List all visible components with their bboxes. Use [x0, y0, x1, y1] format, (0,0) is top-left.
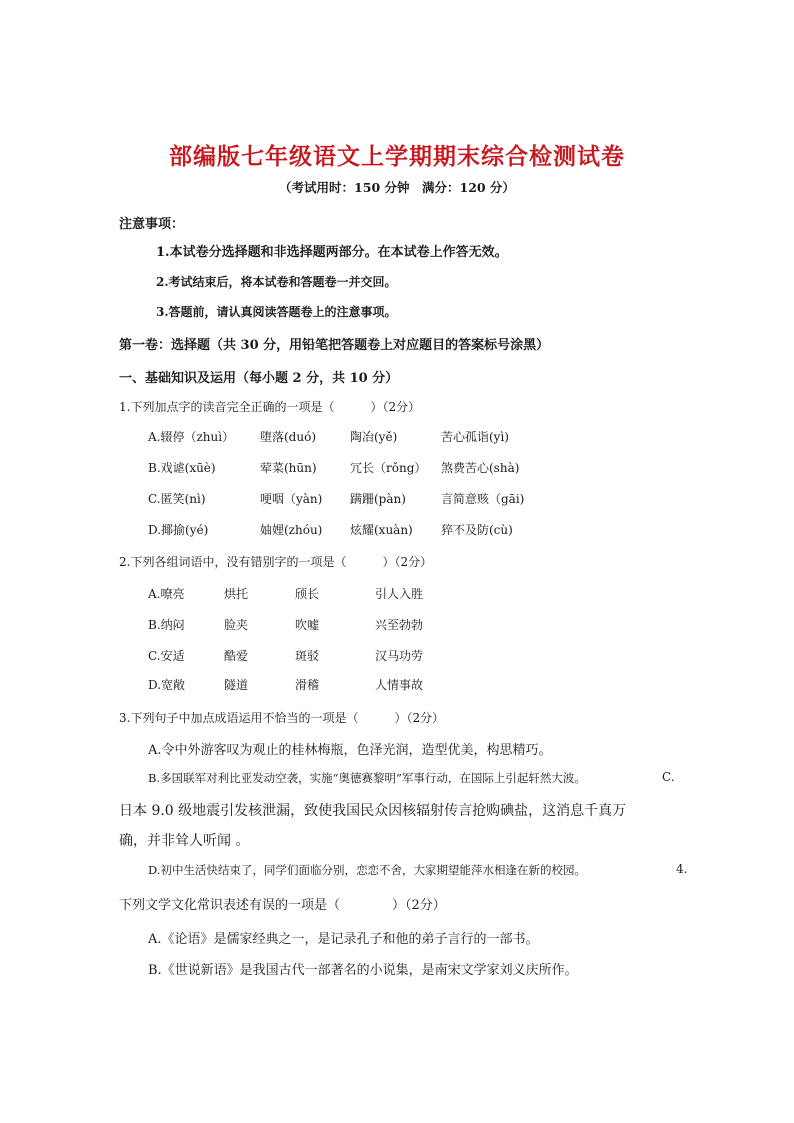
option-cell: 苦心孤诣(yì) — [441, 430, 509, 444]
option-cell: A.辍停（zhuì） — [148, 430, 235, 444]
note-item-3: 3.答题前，请认真阅读答题卷上的注意事项。 — [156, 305, 397, 319]
option-cell: 陶冶(yě) — [350, 430, 398, 444]
option-cell: 堕落(duó) — [260, 430, 316, 444]
option-cell: C.匿笑(nì) — [148, 492, 206, 506]
question-2-stem: 2.下列各组词语中，没有错别字的一项是（ ）（2分） — [119, 555, 433, 569]
option-cell: 滑稽 — [295, 678, 320, 692]
question-3-option-d: D.初中生活快结束了，同学们面临分别，恋恋不舍，大家期望能萍水相逢在新的校园。 — [148, 863, 586, 877]
question-3-option-c-line1: 日本 9.0 级地震引发核泄漏，致使我国民众因核辐射传言抢购碘盐，这消息千真万 — [119, 803, 627, 819]
option-cell: 炫耀(xuàn) — [350, 523, 413, 537]
question-3-option-c-line2: 确，并非耸人听闻 。 — [119, 833, 250, 849]
option-cell: 隧道 — [224, 678, 249, 692]
question-4-option-a: A.《论语》是儒家经典之一，是记录孔子和他的弟子言行的一部书。 — [148, 932, 539, 947]
option-cell: B.纳闷 — [148, 618, 185, 632]
question-1-stem: 1.下列加点字的读音完全正确的一项是（ ）（2分） — [119, 400, 421, 414]
option-cell: 斑驳 — [295, 649, 320, 663]
option-cell: 言简意赅（gāi) — [441, 492, 525, 506]
section-one-heading: 一、基础知识及运用（每小题 2 分，共 10 分） — [119, 371, 399, 386]
option-cell: 烘托 — [224, 587, 249, 601]
question-4-option-b: B.《世说新语》是我国古代一部著名的小说集，是南宋文学家刘义庆所作。 — [148, 963, 578, 978]
option-cell: 汉马功劳 — [375, 649, 424, 663]
option-cell: 人情事故 — [375, 678, 424, 692]
option-cell: 荤菜(hūn) — [260, 461, 317, 475]
option-cell: 妯娌(zhóu) — [260, 523, 323, 537]
option-cell: 兴至勃勃 — [375, 618, 424, 632]
option-cell: B.戏谑(xūè) — [148, 461, 216, 475]
note-item-1: 1.本试卷分选择题和非选择题两部分。在本试卷上作答无效。 — [156, 245, 508, 260]
option-cell: 脸夹 — [224, 618, 249, 632]
option-cell: 酷爱 — [224, 649, 249, 663]
question-4-number: 4. — [676, 862, 688, 876]
option-cell: D.宽敞 — [148, 678, 186, 692]
option-cell: 吹嘘 — [295, 618, 320, 632]
question-3-option-b: B.多国联军对利比亚发动空袭，实施“奥德赛黎明”军事行动，在国际上引起轩然大波。 — [148, 771, 586, 785]
option-cell: A.嘹亮 — [148, 587, 185, 601]
option-cell: C.安适 — [148, 649, 185, 663]
exam-subtitle: （考试用时：150 分钟 满分：120 分） — [279, 180, 515, 195]
option-cell: 颀长 — [295, 587, 320, 601]
option-cell: 煞费苦心(shà) — [441, 461, 520, 475]
exam-title: 部编版七年级语文上学期期末综合检测试卷 — [169, 143, 625, 170]
option-cell: 蹒跚(pàn) — [350, 492, 406, 506]
option-cell: 猝不及防(cù) — [441, 523, 513, 537]
part-one-heading: 第一卷：选择题（共 30 分，用铅笔把答题卷上对应题目的答案标号涂黑） — [119, 338, 550, 353]
question-3-stem: 3.下列句子中加点成语运用不恰当的一项是（ ）（2分） — [119, 711, 445, 725]
option-cell: D.揶揄(yé) — [148, 523, 209, 537]
option-cell: 引人入胜 — [375, 587, 424, 601]
option-cell: 冗长（rǒng） — [350, 461, 427, 475]
option-cell: 哽咽（yàn) — [260, 492, 323, 506]
note-item-2: 2.考试结束后，将本试卷和答题卷一并交回。 — [156, 275, 397, 289]
question-4-stem: 下列文学文化常识表述有误的一项是（ ）（2分） — [119, 898, 446, 913]
question-3-option-a: A.令中外游客叹为观止的桂林梅瓶，色泽光润，造型优美，构思精巧。 — [148, 743, 552, 758]
question-3-option-c-label: C. — [662, 770, 675, 784]
notes-heading: 注意事项： — [119, 217, 185, 232]
